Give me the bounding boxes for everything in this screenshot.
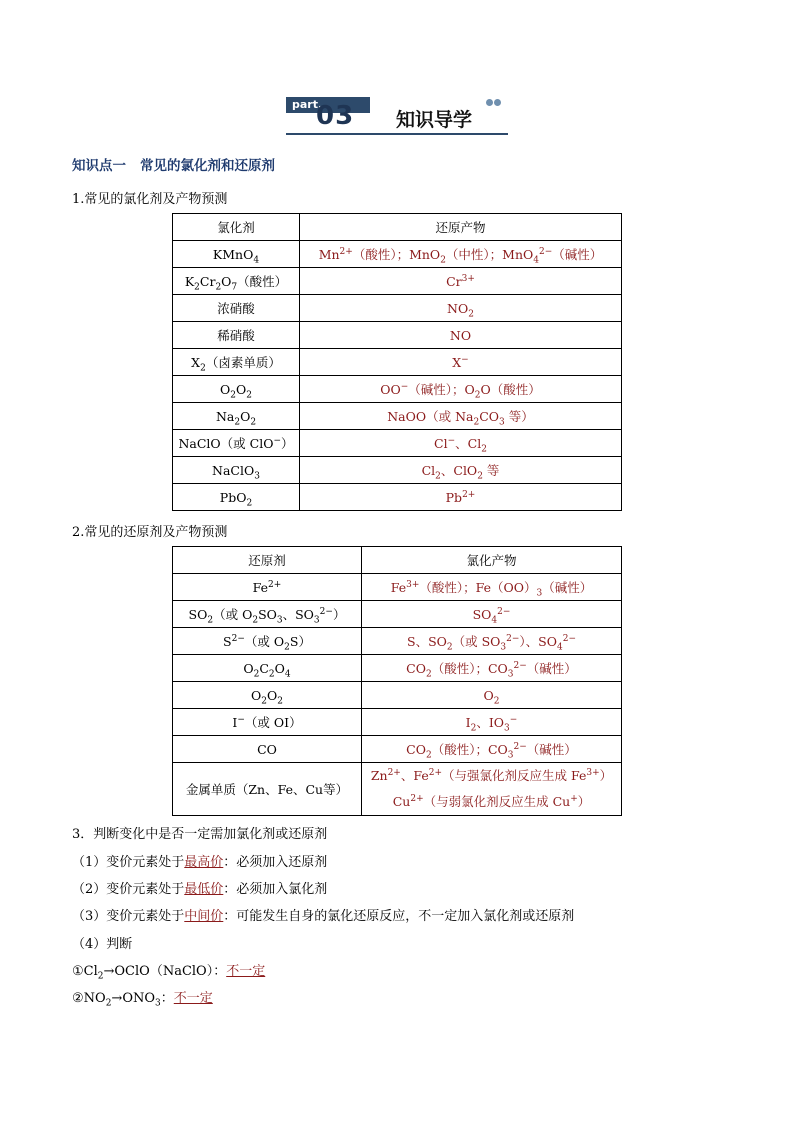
table-row (173, 655, 622, 682)
banner-title: 知识导学 (396, 109, 473, 131)
reducer-cell: $Fe^{2+}$ (173, 574, 362, 601)
reducer-cell: 金属单质（Zn、Fe、Cu等） (173, 763, 362, 816)
table-row (173, 709, 622, 736)
product-cell: $CO_2$（酸性）；$CO_3^{2-}$（碱性） (362, 655, 622, 682)
product-cell: $Pb^{2+}$ (300, 484, 622, 511)
oxidizer-cell: KMnO$_4$ (173, 241, 300, 268)
subheading-oxidizers: 1.常见的氯化剂及产物预测 (72, 192, 228, 207)
product-cell: Cl−、$Cl_2$ (300, 430, 622, 457)
rule-answer: 最高价 (184, 855, 224, 870)
rule-text: （3）变价元素处于 (72, 909, 185, 924)
oxidizer-cell: NaClO（或 ClO−） (173, 430, 300, 457)
table-row (173, 736, 622, 763)
subheading-reducers: 2.常见的还原剂及产物预测 (72, 525, 228, 540)
oxidizer-cell: PbO$_2$ (173, 484, 300, 511)
question-heading: 3．判断变化中是否一定需加氯化剂或还原剂 (72, 827, 328, 842)
table-header-row (173, 214, 622, 241)
oxidizer-table (172, 213, 622, 511)
product-cell: $Cl_2$、ClO$_2$ 等 (300, 457, 622, 484)
rule-answer: 最低价 (184, 882, 224, 897)
table-header-row (173, 547, 622, 574)
table-header-cell: 氯化剂 (173, 214, 300, 241)
oxidizer-cell: $O_2O_2$ (173, 376, 300, 403)
oxidizer-cell: $K_2Cr_2O_7$（酸性） (173, 268, 300, 295)
product-cell: NaOO（或 $Na_2CO_3$ 等） (300, 403, 622, 430)
table-row (173, 322, 622, 349)
product-cell: S、$SO_2$（或 $SO_3^{2-}$）、$SO_4^{2-}$ (362, 628, 622, 655)
judge-item: $①Cl_2\to OClO(NaClO)$：不一定 (72, 964, 266, 982)
oxidizer-cell: 稀硝酸 (173, 322, 300, 349)
judge-answer: 不一定 (173, 991, 213, 1006)
rule-answer: 中间价 (184, 909, 224, 924)
product-cell: $Fe^{3+}$（酸性）；$Fe(OO)_3$（碱性） (362, 574, 622, 601)
table-row (173, 403, 622, 430)
rule-text: ：必须加入氯化剂 (223, 882, 328, 897)
reducer-cell: CO (173, 736, 362, 763)
product-cell: OO−（碱性）；$O_2O$（酸性） (300, 376, 622, 403)
reducer-cell: $O_2O_2$ (173, 682, 362, 709)
banner-underline (286, 133, 508, 135)
product-cell: $CO_2$（酸性）；$CO_3^{2-}$（碱性） (362, 736, 622, 763)
table-row (173, 601, 622, 628)
reducer-table (172, 546, 622, 816)
rule-text: ：可能发生自身的氯化还原反应，不一定加入氯化剂或还原剂 (223, 909, 575, 924)
decoration-dots-icon (486, 95, 508, 107)
table-row (173, 682, 622, 709)
banner-part-label: part. (286, 97, 370, 113)
product-cell: $Zn^{2+}$、$Fe^{2+}$（与强氯化剂反应生成 $Fe^{3+}$） $Cu^{2+}$（与弱氯化剂反应生成 Cu+） (362, 763, 622, 816)
product-cell: $Mn^{2+}$（酸性）；MnO$_2$（中性）；MnO$_4^{2-}$（碱性） (300, 241, 622, 268)
table-row (173, 574, 622, 601)
oxidizer-cell: $X_2$（卤素单质） (173, 349, 300, 376)
section-number: 知识点一 (72, 158, 126, 174)
product-cell: $O_2$ (362, 682, 622, 709)
rule-text: （1）变价元素处于 (72, 855, 185, 870)
product-cell: $SO_4^{2-}$ (362, 601, 622, 628)
product-cell: X− (300, 349, 622, 376)
table-row (173, 430, 622, 457)
rule-line (72, 905, 574, 924)
product-cell: $I_2$、$IO_3^-$ (362, 709, 622, 736)
rule-line (72, 878, 327, 897)
table-row (173, 376, 622, 403)
table-row (173, 484, 622, 511)
oxidizer-cell: NaClO$_3$ (173, 457, 300, 484)
judge-item: $②NO_2\to ONO_3$：不一定 (72, 991, 213, 1009)
rule-text: （2）变价元素处于 (72, 882, 185, 897)
judge-heading: （4）判断 (72, 937, 133, 952)
table-header-cell: 还原剂 (173, 547, 362, 574)
table-header-cell: 还原产物 (300, 214, 622, 241)
section-name: 常见的氯化剂和还原剂 (140, 158, 275, 174)
product-cell: $NO_2$ (300, 295, 622, 322)
table-row (173, 268, 622, 295)
reducer-cell: $SO_2$（或 $O_2SO_3$、$SO_3^{2-}$） (173, 601, 362, 628)
table-row (173, 628, 622, 655)
rule-text: ：必须加入还原剂 (223, 855, 328, 870)
product-cell: $Cr^{3+}$ (300, 268, 622, 295)
product-cell: NO (300, 322, 622, 349)
banner-number: 03 (316, 101, 355, 131)
table-row (173, 763, 622, 816)
table-row (173, 457, 622, 484)
rule-line (72, 851, 327, 870)
table-row (173, 349, 622, 376)
reducer-cell: $O_2C_2O_4$ (173, 655, 362, 682)
judge-answer: 不一定 (226, 964, 266, 979)
table-row (173, 241, 622, 268)
table-row (173, 295, 622, 322)
oxidizer-cell: $Na_2O_2$ (173, 403, 300, 430)
section-heading (72, 154, 275, 174)
section-banner (286, 95, 508, 137)
table-header-cell: 氯化产物 (362, 547, 622, 574)
reducer-cell: I−（或 OI） (173, 709, 362, 736)
reducer-cell: $S^{2-}$（或 $O_2S$） (173, 628, 362, 655)
oxidizer-cell: 浓硝酸 (173, 295, 300, 322)
